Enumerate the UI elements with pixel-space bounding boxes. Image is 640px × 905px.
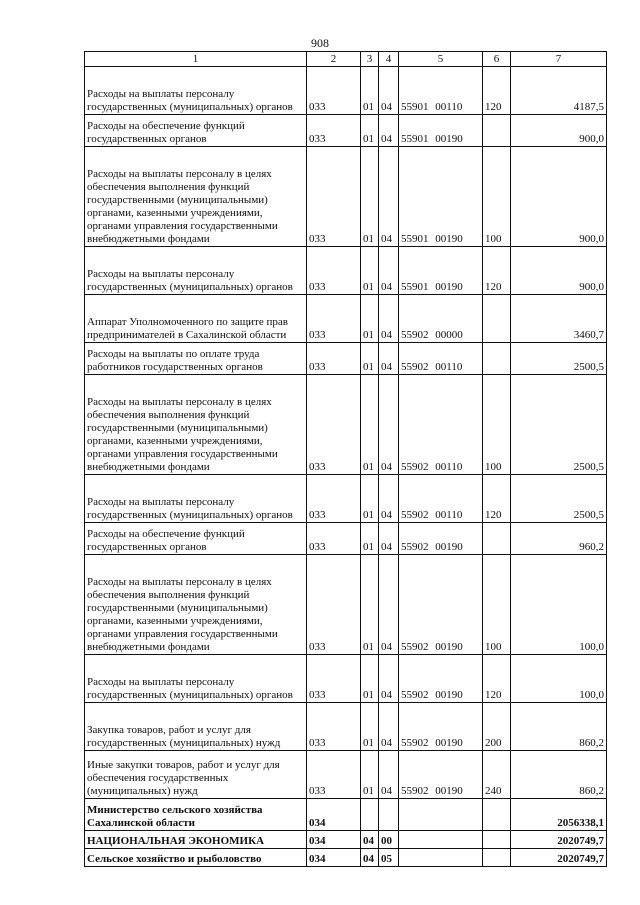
- row-target-article: [399, 799, 483, 831]
- row-section: 01: [361, 703, 379, 751]
- row-expense-type: [483, 831, 511, 849]
- row-subsection: 04: [379, 147, 399, 247]
- row-expense-type: 120: [483, 655, 511, 703]
- row-ministry-code: 033: [307, 295, 361, 343]
- table-row: [85, 295, 607, 343]
- row-amount: 960,2: [511, 523, 607, 555]
- row-expense-type: [483, 115, 511, 147]
- row-description: Расходы на выплаты по оплате труда работников государственных органов: [85, 343, 307, 375]
- row-section: 01: [361, 555, 379, 655]
- table-row: [85, 67, 607, 115]
- table-row: [85, 751, 607, 799]
- row-description: Аппарат Уполномоченного по защите прав предпринимателей в Сахалинской области: [85, 295, 307, 343]
- row-amount: 100,0: [511, 555, 607, 655]
- row-expense-type: [483, 343, 511, 375]
- row-ministry-code: 033: [307, 375, 361, 475]
- table-row: [85, 523, 607, 555]
- row-ministry-code: 033: [307, 703, 361, 751]
- row-amount: 2500,5: [511, 375, 607, 475]
- row-subsection: 04: [379, 751, 399, 799]
- row-expense-type: 120: [483, 475, 511, 523]
- row-amount: 900,0: [511, 115, 607, 147]
- table-header-row: [85, 52, 607, 67]
- row-subsection: 04: [379, 343, 399, 375]
- row-expense-type: [483, 523, 511, 555]
- row-expense-type: [483, 849, 511, 867]
- page-number: 908: [311, 36, 329, 50]
- row-amount: 2500,5: [511, 343, 607, 375]
- row-expense-type: 100: [483, 375, 511, 475]
- row-section: 01: [361, 375, 379, 475]
- row-ministry-code: 033: [307, 555, 361, 655]
- row-section: 01: [361, 655, 379, 703]
- row-ministry-code: 034: [307, 831, 361, 849]
- row-subsection: 04: [379, 295, 399, 343]
- row-amount: 860,2: [511, 751, 607, 799]
- table-row: [85, 655, 607, 703]
- row-description: Расходы на выплаты персоналу государственных (муниципальных) органов: [85, 655, 307, 703]
- table-row: [85, 849, 607, 867]
- row-description: Министерство сельского хозяйства Сахалинской области: [85, 799, 307, 831]
- row-section: 01: [361, 523, 379, 555]
- row-subsection: 04: [379, 703, 399, 751]
- row-ministry-code: 033: [307, 751, 361, 799]
- table-row: [85, 555, 607, 655]
- row-expense-type: 100: [483, 147, 511, 247]
- row-ministry-code: 034: [307, 849, 361, 867]
- row-subsection: 05: [379, 849, 399, 867]
- table-row: [85, 115, 607, 147]
- row-target-article: 55902 00000: [399, 295, 483, 343]
- row-description: НАЦИОНАЛЬНАЯ ЭКОНОМИКА: [85, 831, 307, 849]
- row-description: Расходы на выплаты персоналу в целях обеспечения выполнения функций государственными (муниципальными) органами, казенными учреждениями, органами управления государственными внебюджетными фондами: [85, 375, 307, 475]
- row-section: 01: [361, 751, 379, 799]
- row-section: 01: [361, 67, 379, 115]
- row-section: [361, 799, 379, 831]
- row-expense-type: [483, 799, 511, 831]
- row-subsection: [379, 799, 399, 831]
- row-ministry-code: 034: [307, 799, 361, 831]
- row-target-article: 55901 00190: [399, 247, 483, 295]
- row-section: 01: [361, 147, 379, 247]
- row-ministry-code: 033: [307, 655, 361, 703]
- row-target-article: 55902 00190: [399, 703, 483, 751]
- header-cell: 5: [399, 52, 483, 67]
- row-description: Расходы на обеспечение функций государственных органов: [85, 523, 307, 555]
- row-target-article: 55902 00190: [399, 523, 483, 555]
- row-section: 01: [361, 475, 379, 523]
- row-target-article: 55902 00110: [399, 475, 483, 523]
- row-ministry-code: 033: [307, 115, 361, 147]
- row-ministry-code: 033: [307, 147, 361, 247]
- row-description: Расходы на обеспечение функций государственных органов: [85, 115, 307, 147]
- table-row: [85, 475, 607, 523]
- row-target-article: 55902 00110: [399, 343, 483, 375]
- row-expense-type: 240: [483, 751, 511, 799]
- row-ministry-code: 033: [307, 67, 361, 115]
- table-row: [85, 147, 607, 247]
- row-section: 01: [361, 343, 379, 375]
- row-target-article: 55902 00110: [399, 375, 483, 475]
- table-row: [85, 799, 607, 831]
- row-amount: 2056338,1: [511, 799, 607, 831]
- row-description: Расходы на выплаты персоналу государственных (муниципальных) органов: [85, 247, 307, 295]
- row-section: 04: [361, 831, 379, 849]
- row-description: Расходы на выплаты персоналу в целях обеспечения выполнения функций государственными (муниципальными) органами, казенными учреждениями, органами управления государственными внебюджетными фондами: [85, 555, 307, 655]
- row-target-article: [399, 849, 483, 867]
- row-description: Закупка товаров, работ и услуг для государственных (муниципальных) нужд: [85, 703, 307, 751]
- row-target-article: 55902 00190: [399, 555, 483, 655]
- row-description: Сельское хозяйство и рыболовство: [85, 849, 307, 867]
- row-expense-type: [483, 295, 511, 343]
- row-subsection: 04: [379, 115, 399, 147]
- row-amount: 4187,5: [511, 67, 607, 115]
- table-row: [85, 703, 607, 751]
- row-ministry-code: 033: [307, 247, 361, 295]
- row-description: Иные закупки товаров, работ и услуг для обеспечения государственных (муниципальных) нужд: [85, 751, 307, 799]
- row-amount: 2500,5: [511, 475, 607, 523]
- row-amount: 3460,7: [511, 295, 607, 343]
- table-row: [85, 247, 607, 295]
- row-section: 01: [361, 247, 379, 295]
- row-description: Расходы на выплаты персоналу государственных (муниципальных) органов: [85, 67, 307, 115]
- row-description: Расходы на выплаты персоналу в целях обеспечения выполнения функций государственными (муниципальными) органами, казенными учреждениями, органами управления государственными внебюджетными фондами: [85, 147, 307, 247]
- table-row: [85, 831, 607, 849]
- row-amount: 2020749,7: [511, 849, 607, 867]
- row-target-article: [399, 831, 483, 849]
- row-ministry-code: 033: [307, 343, 361, 375]
- row-amount: 860,2: [511, 703, 607, 751]
- row-amount: 900,0: [511, 147, 607, 247]
- row-target-article: 55901 00110: [399, 67, 483, 115]
- row-subsection: 04: [379, 247, 399, 295]
- row-subsection: 04: [379, 67, 399, 115]
- row-subsection: 04: [379, 375, 399, 475]
- budget-table: [84, 51, 607, 867]
- row-ministry-code: 033: [307, 475, 361, 523]
- row-amount: 2020749,7: [511, 831, 607, 849]
- header-cell: 4: [379, 52, 399, 67]
- row-subsection: 00: [379, 831, 399, 849]
- row-subsection: 04: [379, 655, 399, 703]
- row-description: Расходы на выплаты персоналу государственных (муниципальных) органов: [85, 475, 307, 523]
- row-target-article: 55901 00190: [399, 147, 483, 247]
- header-cell: 7: [511, 52, 607, 67]
- row-amount: 100,0: [511, 655, 607, 703]
- row-section: 04: [361, 849, 379, 867]
- table-row: [85, 343, 607, 375]
- header-cell: 6: [483, 52, 511, 67]
- table-row: [85, 375, 607, 475]
- row-expense-type: 120: [483, 67, 511, 115]
- row-section: 01: [361, 115, 379, 147]
- header-cell: 1: [85, 52, 307, 67]
- row-expense-type: 120: [483, 247, 511, 295]
- row-subsection: 04: [379, 555, 399, 655]
- row-expense-type: 100: [483, 555, 511, 655]
- row-target-article: 55902 00190: [399, 655, 483, 703]
- header-cell: 3: [361, 52, 379, 67]
- row-expense-type: 200: [483, 703, 511, 751]
- row-target-article: 55901 00190: [399, 115, 483, 147]
- row-amount: 900,0: [511, 247, 607, 295]
- header-cell: 2: [307, 52, 361, 67]
- row-subsection: 04: [379, 475, 399, 523]
- row-target-article: 55902 00190: [399, 751, 483, 799]
- row-subsection: 04: [379, 523, 399, 555]
- row-ministry-code: 033: [307, 523, 361, 555]
- row-section: 01: [361, 295, 379, 343]
